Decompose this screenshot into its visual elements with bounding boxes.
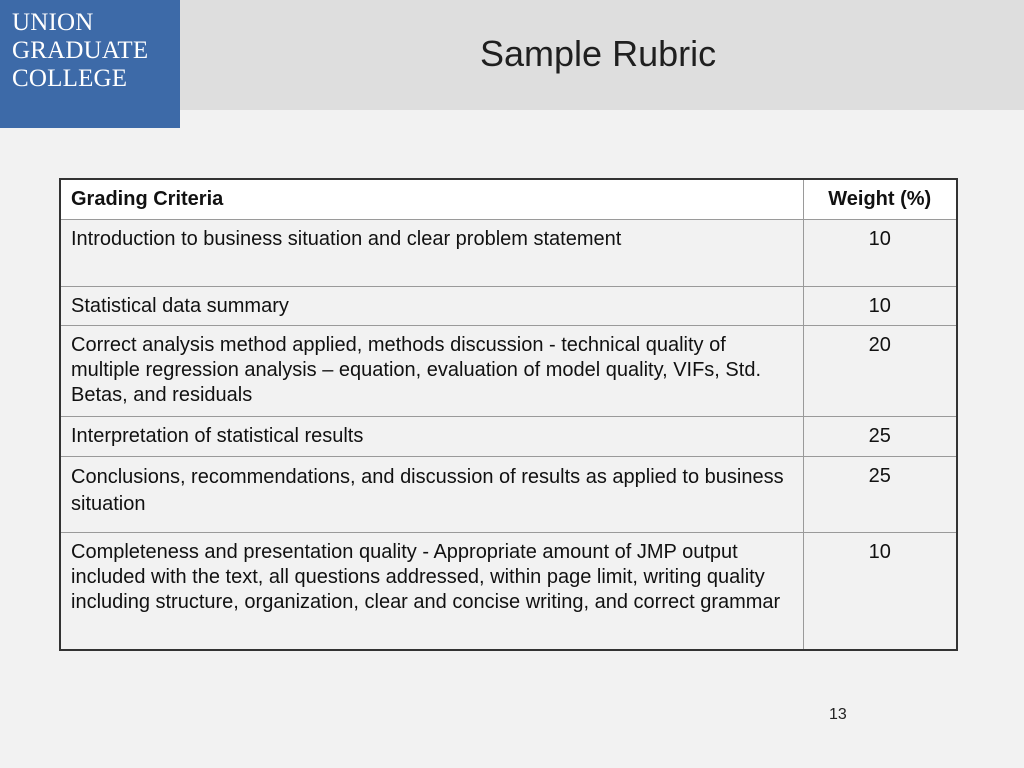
- rubric-table: [59, 178, 958, 651]
- criteria-cell: Conclusions, recommendations, and discussion of results as applied to business situation: [60, 457, 803, 533]
- weight-cell: 25: [803, 457, 957, 533]
- table-row: [60, 326, 957, 417]
- table-header-row: [60, 179, 957, 220]
- logo-line-2: GRADUATE: [12, 37, 149, 64]
- criteria-cell: Statistical data summary: [60, 287, 803, 326]
- logo-line-1: UNION: [12, 9, 94, 36]
- table-row: [60, 287, 957, 326]
- weight-cell: 25: [803, 417, 957, 457]
- header-weight: Weight (%): [803, 179, 957, 220]
- weight-cell: 10: [803, 220, 957, 287]
- table-row: [60, 220, 957, 287]
- table-row: [60, 457, 957, 533]
- weight-cell: 20: [803, 326, 957, 417]
- criteria-cell: Correct analysis method applied, methods discussion - technical quality of multiple regression analysis – equation, evaluation of model quality, VIFs, Std. Betas, and residuals: [60, 326, 803, 417]
- criteria-cell: Introduction to business situation and clear problem statement: [60, 220, 803, 287]
- criteria-cell: Completeness and presentation quality - Appropriate amount of JMP output included with the text, all questions addressed, within page limit, writing quality including structure, organization, clear and concise writing, and correct grammar: [60, 533, 803, 650]
- weight-cell: 10: [803, 533, 957, 650]
- union-graduate-college-logo: [0, 0, 180, 128]
- logo-line-3: COLLEGE: [12, 65, 128, 92]
- criteria-cell: Interpretation of statistical results: [60, 417, 803, 457]
- header-grading-criteria: Grading Criteria: [60, 179, 803, 220]
- slide-title: Sample Rubric: [480, 33, 717, 74]
- table-row: [60, 417, 957, 457]
- page-number: 13: [829, 706, 847, 723]
- weight-cell: 10: [803, 287, 957, 326]
- table-row: [60, 533, 957, 650]
